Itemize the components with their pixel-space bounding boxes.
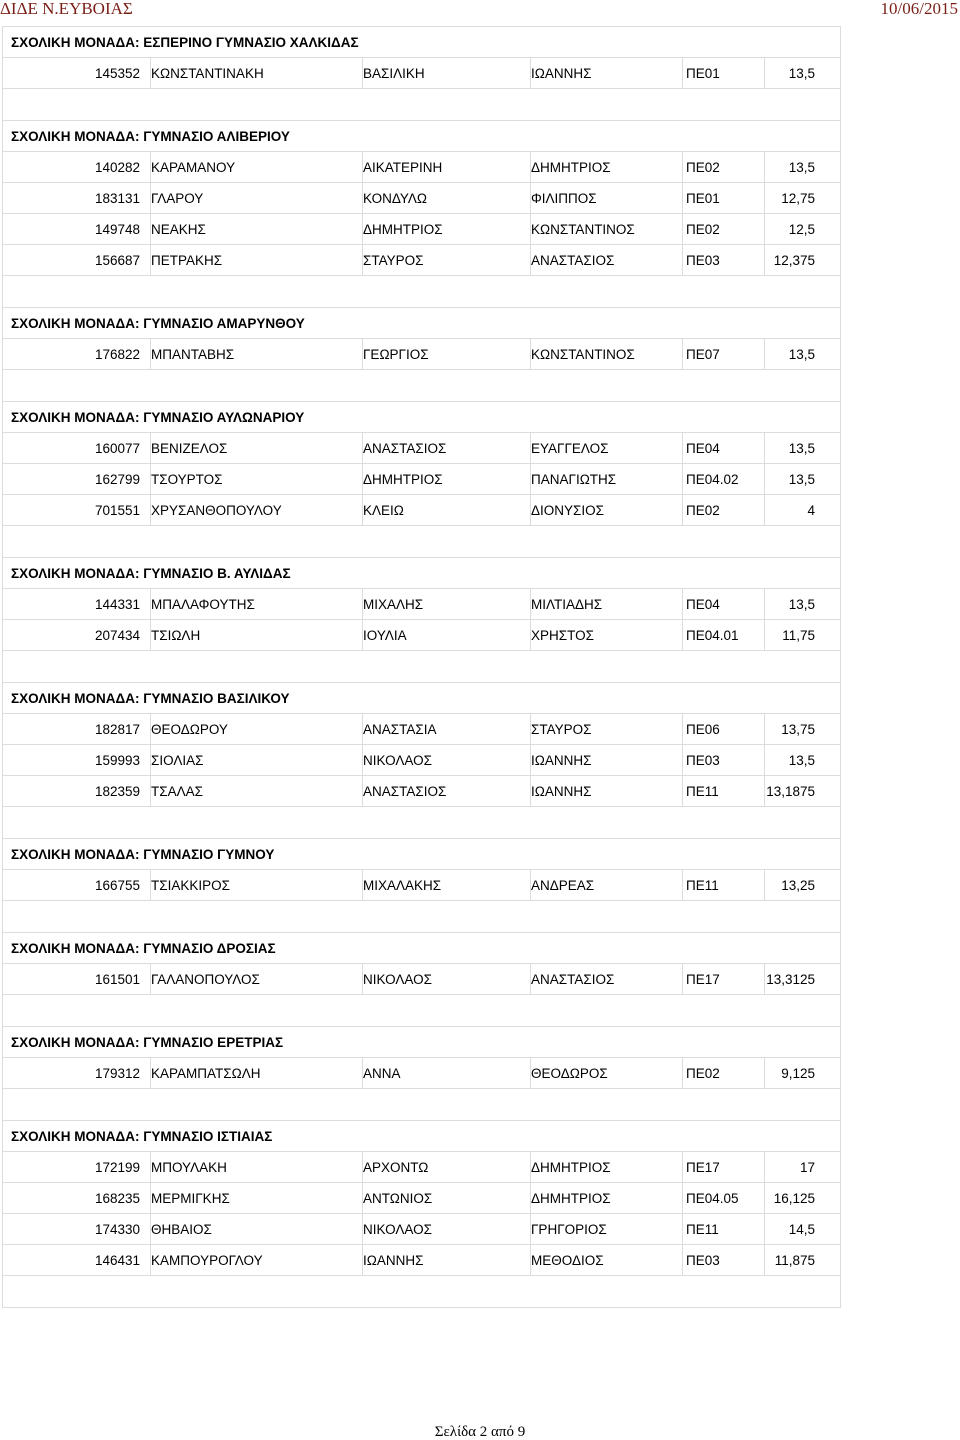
- school-unit-label: ΣΧΟΛΙΚΗ ΜΟΝΑΔΑ:: [11, 940, 140, 956]
- surname-cell: ΜΠΟΥΛΑΚΗ: [151, 1152, 363, 1183]
- first-name-cell: ΙΟΥΛΙΑ: [363, 620, 531, 651]
- specialty-cell: ΠΕ01: [683, 183, 765, 214]
- surname-cell: ΤΣΙΑΚΚΙΡΟΣ: [151, 870, 363, 901]
- table-row: [3, 495, 841, 526]
- score-cell: 12,5: [765, 214, 841, 245]
- school-unit-name: ΓΥΜΝΑΣΙΟ ΑΜΑΡΥΝΘΟΥ: [143, 315, 305, 331]
- surname-cell: ΚΑΡΑΜΑΝΟΥ: [151, 152, 363, 183]
- table-row: [3, 339, 841, 370]
- first-name-cell: ΣΤΑΥΡΟΣ: [363, 245, 531, 276]
- teacher-id-cell: 140282: [3, 152, 151, 183]
- school-unit-cell: [3, 27, 841, 58]
- score-cell: 12,75: [765, 183, 841, 214]
- score-cell: 9,125: [765, 1058, 841, 1089]
- school-unit-name: ΓΥΜΝΑΣΙΟ ΕΡΕΤΡΙΑΣ: [143, 1034, 284, 1050]
- score-cell: 13,5: [765, 589, 841, 620]
- spacer-row: [3, 526, 841, 558]
- first-name-cell: ΑΝΤΩΝΙΟΣ: [363, 1183, 531, 1214]
- score-cell: 13,5: [765, 464, 841, 495]
- school-unit-cell: [3, 839, 841, 870]
- father-name-cell: ΣΤΑΥΡΟΣ: [531, 714, 683, 745]
- surname-cell: ΒΕΝΙΖΕΛΟΣ: [151, 433, 363, 464]
- table-row: [3, 245, 841, 276]
- surname-cell: ΜΠΑΝΤΑΒΗΣ: [151, 339, 363, 370]
- score-cell: 14,5: [765, 1214, 841, 1245]
- father-name-cell: ΜΙΛΤΙΑΔΗΣ: [531, 589, 683, 620]
- surname-cell: ΚΩΝΣΤΑΝΤΙΝΑΚΗ: [151, 58, 363, 89]
- surname-cell: ΜΠΑΛΑΦΟΥΤΗΣ: [151, 589, 363, 620]
- page-number: Σελίδα 2 από 9: [434, 1424, 526, 1440]
- school-unit-header: [3, 121, 841, 152]
- first-name-cell: ΑΝΑΣΤΑΣΙΟΣ: [363, 776, 531, 807]
- spacer-cell: [3, 276, 841, 308]
- score-cell: 13,5: [765, 433, 841, 464]
- teacher-id-cell: 159993: [3, 745, 151, 776]
- specialty-cell: ΠΕ02: [683, 214, 765, 245]
- school-unit-label: ΣΧΟΛΙΚΗ ΜΟΝΑΔΑ:: [11, 1128, 140, 1144]
- specialty-cell: ΠΕ03: [683, 245, 765, 276]
- school-unit-name: ΓΥΜΝΑΣΙΟ ΑΥΛΩΝΑΡΙΟΥ: [143, 409, 305, 425]
- father-name-cell: ΙΩΑΝΝΗΣ: [531, 745, 683, 776]
- school-unit-cell: [3, 1121, 841, 1152]
- surname-cell: ΤΣΙΩΛΗ: [151, 620, 363, 651]
- specialty-cell: ΠΕ04.05: [683, 1183, 765, 1214]
- father-name-cell: ΑΝΔΡΕΑΣ: [531, 870, 683, 901]
- first-name-cell: ΚΟΝΔΥΛΩ: [363, 183, 531, 214]
- school-unit-label: ΣΧΟΛΙΚΗ ΜΟΝΑΔΑ:: [11, 565, 140, 581]
- spacer-row: [3, 276, 841, 308]
- school-unit-label: ΣΧΟΛΙΚΗ ΜΟΝΑΔΑ:: [11, 34, 140, 50]
- first-name-cell: ΔΗΜΗΤΡΙΟΣ: [363, 214, 531, 245]
- father-name-cell: ΜΕΘΟΔΙΟΣ: [531, 1245, 683, 1276]
- spacer-cell: [3, 526, 841, 558]
- surname-cell: ΤΣΑΛΑΣ: [151, 776, 363, 807]
- school-unit-label: ΣΧΟΛΙΚΗ ΜΟΝΑΔΑ:: [11, 315, 140, 331]
- teacher-id-cell: 701551: [3, 495, 151, 526]
- first-name-cell: ΑΝΑΣΤΑΣΙΑ: [363, 714, 531, 745]
- specialty-cell: ΠΕ02: [683, 1058, 765, 1089]
- specialty-cell: ΠΕ03: [683, 745, 765, 776]
- school-unit-cell: [3, 402, 841, 433]
- father-name-cell: ΦΙΛΙΠΠΟΣ: [531, 183, 683, 214]
- spacer-row: [3, 901, 841, 933]
- score-cell: 13,1875: [765, 776, 841, 807]
- teacher-id-cell: 166755: [3, 870, 151, 901]
- table-row: [3, 1183, 841, 1214]
- school-unit-header: [3, 558, 841, 589]
- spacer-cell: [3, 901, 841, 933]
- surname-cell: ΣΙΟΛΙΑΣ: [151, 745, 363, 776]
- specialty-cell: ΠΕ11: [683, 776, 765, 807]
- first-name-cell: ΑΡΧΟΝΤΩ: [363, 1152, 531, 1183]
- father-name-cell: ΚΩΝΣΤΑΝΤΙΝΟΣ: [531, 214, 683, 245]
- school-unit-header: [3, 402, 841, 433]
- table-row: [3, 1058, 841, 1089]
- spacer-cell: [3, 995, 841, 1027]
- school-unit-cell: [3, 933, 841, 964]
- specialty-cell: ΠΕ04: [683, 433, 765, 464]
- score-cell: 12,375: [765, 245, 841, 276]
- teacher-id-cell: 156687: [3, 245, 151, 276]
- score-cell: 16,125: [765, 1183, 841, 1214]
- teacher-id-cell: 207434: [3, 620, 151, 651]
- specialty-cell: ΠΕ02: [683, 152, 765, 183]
- first-name-cell: ΔΗΜΗΤΡΙΟΣ: [363, 464, 531, 495]
- father-name-cell: ΚΩΝΣΤΑΝΤΙΝΟΣ: [531, 339, 683, 370]
- spacer-row: [3, 1089, 841, 1121]
- teacher-id-cell: 162799: [3, 464, 151, 495]
- teacher-id-cell: 182359: [3, 776, 151, 807]
- school-unit-header: [3, 933, 841, 964]
- table-row: [3, 464, 841, 495]
- table-row: [3, 1245, 841, 1276]
- spacer-row: [3, 370, 841, 402]
- spacer-cell: [3, 89, 841, 121]
- father-name-cell: ΠΑΝΑΓΙΩΤΗΣ: [531, 464, 683, 495]
- score-cell: 13,75: [765, 714, 841, 745]
- surname-cell: ΧΡΥΣΑΝΘΟΠΟΥΛΟΥ: [151, 495, 363, 526]
- school-unit-header: [3, 839, 841, 870]
- surname-cell: ΝΕΑΚΗΣ: [151, 214, 363, 245]
- specialty-cell: ΠΕ04.01: [683, 620, 765, 651]
- table-row: [3, 1214, 841, 1245]
- father-name-cell: ΔΗΜΗΤΡΙΟΣ: [531, 1183, 683, 1214]
- teacher-id-cell: 174330: [3, 1214, 151, 1245]
- first-name-cell: ΙΩΑΝΝΗΣ: [363, 1245, 531, 1276]
- school-unit-header: [3, 683, 841, 714]
- surname-cell: ΚΑΜΠΟΥΡΟΓΛΟΥ: [151, 1245, 363, 1276]
- specialty-cell: ΠΕ02: [683, 495, 765, 526]
- spacer-cell: [3, 1276, 841, 1308]
- first-name-cell: ΓΕΩΡΓΙΟΣ: [363, 339, 531, 370]
- father-name-cell: ΙΩΑΝΝΗΣ: [531, 58, 683, 89]
- father-name-cell: ΘΕΟΔΩΡΟΣ: [531, 1058, 683, 1089]
- school-unit-label: ΣΧΟΛΙΚΗ ΜΟΝΑΔΑ:: [11, 128, 140, 144]
- table-row: [3, 776, 841, 807]
- score-cell: 4: [765, 495, 841, 526]
- specialty-cell: ΠΕ01: [683, 58, 765, 89]
- score-cell: 13,5: [765, 58, 841, 89]
- specialty-cell: ΠΕ06: [683, 714, 765, 745]
- placement-table: [2, 26, 841, 1308]
- first-name-cell: ΜΙΧΑΛΗΣ: [363, 589, 531, 620]
- specialty-cell: ΠΕ07: [683, 339, 765, 370]
- school-unit-cell: [3, 121, 841, 152]
- specialty-cell: ΠΕ03: [683, 1245, 765, 1276]
- score-cell: 13,5: [765, 745, 841, 776]
- teacher-id-cell: 161501: [3, 964, 151, 995]
- spacer-row: [3, 89, 841, 121]
- school-unit-name: ΓΥΜΝΑΣΙΟ ΒΑΣΙΛΙΚΟΥ: [143, 690, 290, 706]
- header-date: 10/06/2015: [880, 0, 958, 18]
- first-name-cell: ΑΝΝΑ: [363, 1058, 531, 1089]
- first-name-cell: ΝΙΚΟΛΑΟΣ: [363, 745, 531, 776]
- spacer-cell: [3, 651, 841, 683]
- school-unit-name: ΓΥΜΝΑΣΙΟ ΓΥΜΝΟΥ: [143, 846, 275, 862]
- first-name-cell: ΑΝΑΣΤΑΣΙΟΣ: [363, 433, 531, 464]
- teacher-id-cell: 182817: [3, 714, 151, 745]
- school-unit-cell: [3, 683, 841, 714]
- father-name-cell: ΑΝΑΣΤΑΣΙΟΣ: [531, 964, 683, 995]
- school-unit-header: [3, 1027, 841, 1058]
- table-row: [3, 58, 841, 89]
- surname-cell: ΜΕΡΜΙΓΚΗΣ: [151, 1183, 363, 1214]
- score-cell: 17: [765, 1152, 841, 1183]
- specialty-cell: ΠΕ17: [683, 964, 765, 995]
- spacer-cell: [3, 807, 841, 839]
- school-unit-cell: [3, 558, 841, 589]
- table-row: [3, 1152, 841, 1183]
- spacer-cell: [3, 370, 841, 402]
- father-name-cell: ΔΗΜΗΤΡΙΟΣ: [531, 152, 683, 183]
- table-row: [3, 714, 841, 745]
- specialty-cell: ΠΕ11: [683, 1214, 765, 1245]
- first-name-cell: ΑΙΚΑΤΕΡΙΝΗ: [363, 152, 531, 183]
- spacer-row: [3, 1276, 841, 1308]
- teacher-id-cell: 149748: [3, 214, 151, 245]
- father-name-cell: ΑΝΑΣΤΑΣΙΟΣ: [531, 245, 683, 276]
- school-unit-label: ΣΧΟΛΙΚΗ ΜΟΝΑΔΑ:: [11, 846, 140, 862]
- surname-cell: ΘΗΒΑΙΟΣ: [151, 1214, 363, 1245]
- header-authority: ΔΙΔΕ Ν.ΕΥΒΟΙΑΣ: [0, 0, 133, 18]
- spacer-cell: [3, 1089, 841, 1121]
- spacer-row: [3, 651, 841, 683]
- table-row: [3, 870, 841, 901]
- surname-cell: ΚΑΡΑΜΠΑΤΣΩΛΗ: [151, 1058, 363, 1089]
- father-name-cell: ΙΩΑΝΝΗΣ: [531, 776, 683, 807]
- first-name-cell: ΚΛΕΙΩ: [363, 495, 531, 526]
- specialty-cell: ΠΕ11: [683, 870, 765, 901]
- table-row: [3, 214, 841, 245]
- surname-cell: ΓΑΛΑΝΟΠΟΥΛΟΣ: [151, 964, 363, 995]
- school-unit-cell: [3, 308, 841, 339]
- table-row: [3, 620, 841, 651]
- score-cell: 13,5: [765, 152, 841, 183]
- table-row: [3, 964, 841, 995]
- school-unit-header: [3, 1121, 841, 1152]
- surname-cell: ΤΣΟΥΡΤΟΣ: [151, 464, 363, 495]
- specialty-cell: ΠΕ04: [683, 589, 765, 620]
- score-cell: 13,3125: [765, 964, 841, 995]
- specialty-cell: ΠΕ17: [683, 1152, 765, 1183]
- school-unit-label: ΣΧΟΛΙΚΗ ΜΟΝΑΔΑ:: [11, 690, 140, 706]
- table-row: [3, 745, 841, 776]
- surname-cell: ΠΕΤΡΑΚΗΣ: [151, 245, 363, 276]
- teacher-id-cell: 183131: [3, 183, 151, 214]
- teacher-id-cell: 168235: [3, 1183, 151, 1214]
- father-name-cell: ΓΡΗΓΟΡΙΟΣ: [531, 1214, 683, 1245]
- school-unit-label: ΣΧΟΛΙΚΗ ΜΟΝΑΔΑ:: [11, 1034, 140, 1050]
- first-name-cell: ΝΙΚΟΛΑΟΣ: [363, 964, 531, 995]
- surname-cell: ΓΛΑΡΟΥ: [151, 183, 363, 214]
- school-unit-name: ΓΥΜΝΑΣΙΟ ΙΣΤΙΑΙΑΣ: [143, 1128, 273, 1144]
- score-cell: 11,875: [765, 1245, 841, 1276]
- father-name-cell: ΔΗΜΗΤΡΙΟΣ: [531, 1152, 683, 1183]
- table-row: [3, 589, 841, 620]
- school-unit-name: ΓΥΜΝΑΣΙΟ ΑΛΙΒΕΡΙΟΥ: [143, 128, 290, 144]
- first-name-cell: ΜΙΧΑΛΑΚΗΣ: [363, 870, 531, 901]
- score-cell: 13,5: [765, 339, 841, 370]
- school-unit-name: ΓΥΜΝΑΣΙΟ Β. ΑΥΛΙΔΑΣ: [143, 565, 291, 581]
- spacer-row: [3, 807, 841, 839]
- school-unit-header: [3, 308, 841, 339]
- first-name-cell: ΒΑΣΙΛΙΚΗ: [363, 58, 531, 89]
- teacher-id-cell: 146431: [3, 1245, 151, 1276]
- table-row: [3, 183, 841, 214]
- father-name-cell: ΕΥΑΓΓΕΛΟΣ: [531, 433, 683, 464]
- father-name-cell: ΔΙΟΝΥΣΙΟΣ: [531, 495, 683, 526]
- first-name-cell: ΝΙΚΟΛΑΟΣ: [363, 1214, 531, 1245]
- teacher-id-cell: 160077: [3, 433, 151, 464]
- surname-cell: ΘΕΟΔΩΡΟΥ: [151, 714, 363, 745]
- school-unit-name: ΕΣΠΕΡΙΝΟ ΓΥΜΝΑΣΙΟ ΧΑΛΚΙΔΑΣ: [143, 34, 359, 50]
- teacher-id-cell: 176822: [3, 339, 151, 370]
- school-unit-header: [3, 27, 841, 58]
- father-name-cell: ΧΡΗΣΤΟΣ: [531, 620, 683, 651]
- teacher-id-cell: 179312: [3, 1058, 151, 1089]
- table-row: [3, 433, 841, 464]
- school-unit-name: ΓΥΜΝΑΣΙΟ ΔΡΟΣΙΑΣ: [143, 940, 276, 956]
- school-unit-cell: [3, 1027, 841, 1058]
- teacher-id-cell: 172199: [3, 1152, 151, 1183]
- teacher-id-cell: 145352: [3, 58, 151, 89]
- school-unit-label: ΣΧΟΛΙΚΗ ΜΟΝΑΔΑ:: [11, 409, 140, 425]
- table-row: [3, 152, 841, 183]
- score-cell: 11,75: [765, 620, 841, 651]
- specialty-cell: ΠΕ04.02: [683, 464, 765, 495]
- score-cell: 13,25: [765, 870, 841, 901]
- teacher-id-cell: 144331: [3, 589, 151, 620]
- spacer-row: [3, 995, 841, 1027]
